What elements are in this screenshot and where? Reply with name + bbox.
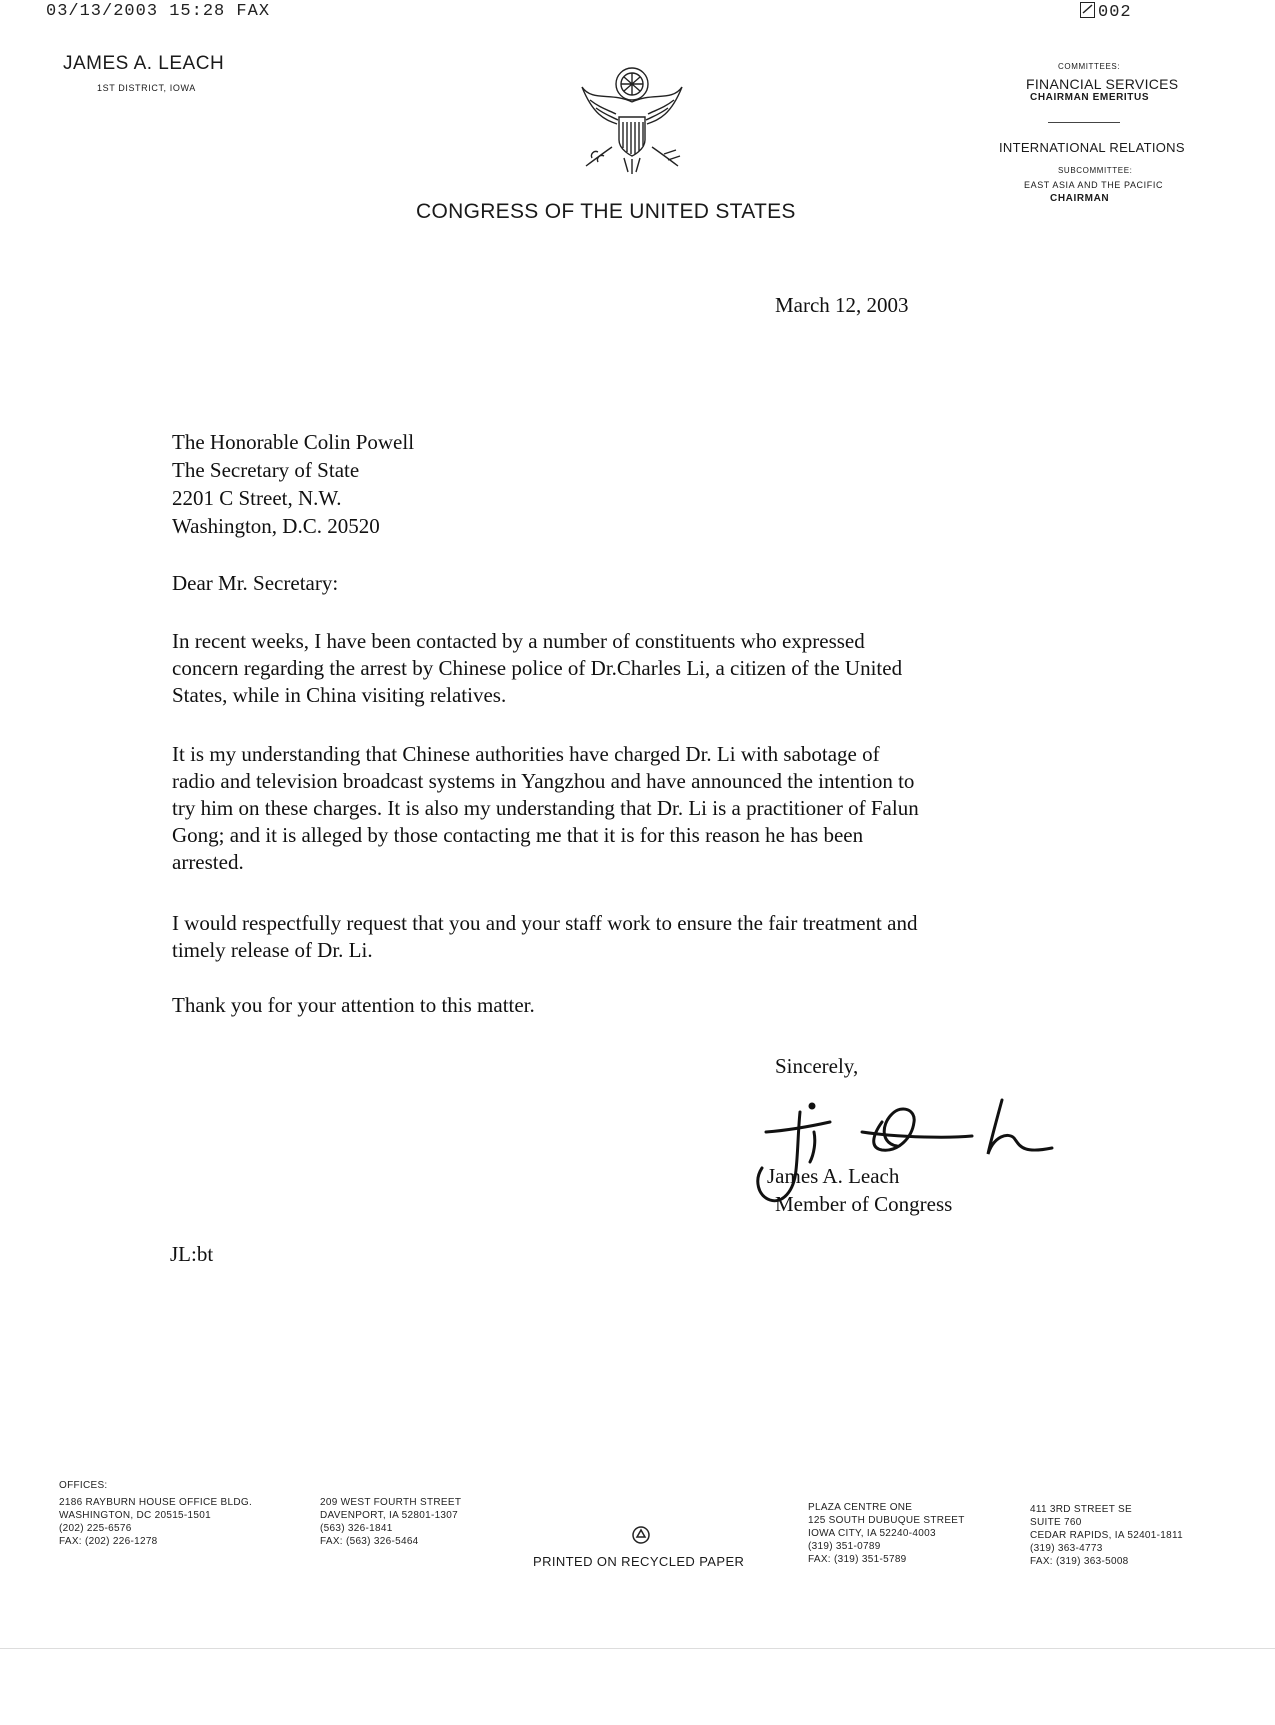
office-davenport (320, 1496, 461, 1548)
district: 1ST DISTRICT, IOWA (97, 83, 196, 93)
office-line: IOWA CITY, IA 52240-4003 (808, 1528, 936, 1539)
paragraph-line: States, while in China visiting relatives. (172, 683, 507, 707)
office-line: 2186 RAYBURN HOUSE OFFICE BLDG. (59, 1497, 253, 1508)
paragraph-line: Gong; and it is alleged by those contacting me that it is for this reason he has been (172, 823, 864, 847)
paragraph-line: In recent weeks, I have been contacted by a number of constituents who expressed (172, 629, 865, 653)
subcommittee-name: EAST ASIA AND THE PACIFIC (1024, 180, 1164, 190)
office-line: (319) 351-0789 (808, 1541, 881, 1552)
subcommittee-role: CHAIRMAN (1050, 193, 1110, 204)
recipient-line: The Honorable Colin Powell (172, 430, 415, 454)
typist-initials: JL:bt (170, 1242, 214, 1266)
committee-divider (1048, 122, 1120, 123)
paragraph-1 (172, 628, 1072, 709)
recipient-line: Washington, D.C. 20520 (172, 514, 380, 538)
office-line: FAX: (319) 351-5789 (808, 1554, 907, 1565)
fax-page-indicator (1080, 2, 1132, 22)
recycle-icon (632, 1526, 650, 1544)
office-line: DAVENPORT, IA 52801-1307 (320, 1510, 459, 1521)
office-line: SUITE 760 (1030, 1517, 1082, 1528)
office-line: 125 SOUTH DUBUQUE STREET (808, 1515, 965, 1526)
office-line: FAX: (563) 326-5464 (320, 1536, 419, 1547)
congressman-name: JAMES A. LEACH (63, 53, 225, 74)
institution-title: CONGRESS OF THE UNITED STATES (416, 200, 796, 223)
great-seal-emblem (572, 62, 692, 177)
office-line: PLAZA CENTRE ONE (808, 1502, 913, 1513)
fax-checkbox-icon (1080, 2, 1095, 18)
recipient-address (172, 428, 1072, 540)
office-line: WASHINGTON, DC 20515-1501 (59, 1510, 211, 1521)
paragraph-2 (172, 741, 1072, 876)
office-line: (202) 225-6576 (59, 1523, 132, 1534)
recycled-paper-notice: PRINTED ON RECYCLED PAPER (533, 1554, 745, 1569)
committee-international-relations: INTERNATIONAL RELATIONS (999, 140, 1185, 155)
office-line: FAX: (202) 226-1278 (59, 1536, 158, 1547)
committee-role-emeritus: CHAIRMAN EMERITUS (1030, 92, 1150, 103)
paragraph-line: I would respectfully request that you and your staff work to ensure the fair treatment and (172, 911, 918, 935)
office-line: (319) 363-4773 (1030, 1543, 1103, 1554)
office-line: FAX: (319) 363-5008 (1030, 1556, 1129, 1567)
letter-date: March 12, 2003 (775, 293, 909, 317)
office-line: 411 3RD STREET SE (1030, 1504, 1132, 1515)
paragraph-line: arrested. (172, 850, 244, 874)
recipient-line: 2201 C Street, N.W. (172, 486, 342, 510)
office-line: 209 WEST FOURTH STREET (320, 1497, 462, 1508)
paragraph-line: concern regarding the arrest by Chinese police of Dr.Charles Li, a citizen of the United (172, 656, 903, 680)
paragraph-line: timely release of Dr. Li. (172, 938, 373, 962)
page-edge-line (0, 1648, 1275, 1649)
closing: Sincerely, (775, 1054, 859, 1078)
fax-timestamp: 03/13/2003 15:28 FAX (46, 2, 271, 21)
office-line: CEDAR RAPIDS, IA 52401-1811 (1030, 1530, 1183, 1541)
paragraph-4: Thank you for your attention to this matter. (172, 993, 535, 1017)
committee-financial-services: FINANCIAL SERVICES (1026, 76, 1179, 92)
fax-page-number: 002 (1098, 3, 1132, 22)
signer-name: James A. Leach (767, 1164, 900, 1188)
paragraph-line: It is my understanding that Chinese authorities have charged Dr. Li with sabotage of (172, 742, 880, 766)
paragraph-line: radio and television broadcast systems in Yangzhou and have announced the intention to (172, 769, 915, 793)
office-iowa-city (808, 1501, 965, 1566)
office-cedar-rapids (1030, 1503, 1183, 1568)
office-line: (563) 326-1841 (320, 1523, 393, 1534)
signer-title: Member of Congress (775, 1192, 953, 1216)
salutation: Dear Mr. Secretary: (172, 571, 339, 595)
office-washington (59, 1496, 252, 1548)
paragraph-3 (172, 910, 1072, 964)
subcommittee-label: SUBCOMMITTEE: (1058, 166, 1133, 175)
recipient-line: The Secretary of State (172, 458, 360, 482)
paragraph-line: try him on these charges. It is also my understanding that Dr. Li is a practitioner of Falun (172, 796, 919, 820)
offices-label: OFFICES: (59, 1480, 108, 1491)
committees-label: COMMITTEES: (1058, 62, 1121, 71)
